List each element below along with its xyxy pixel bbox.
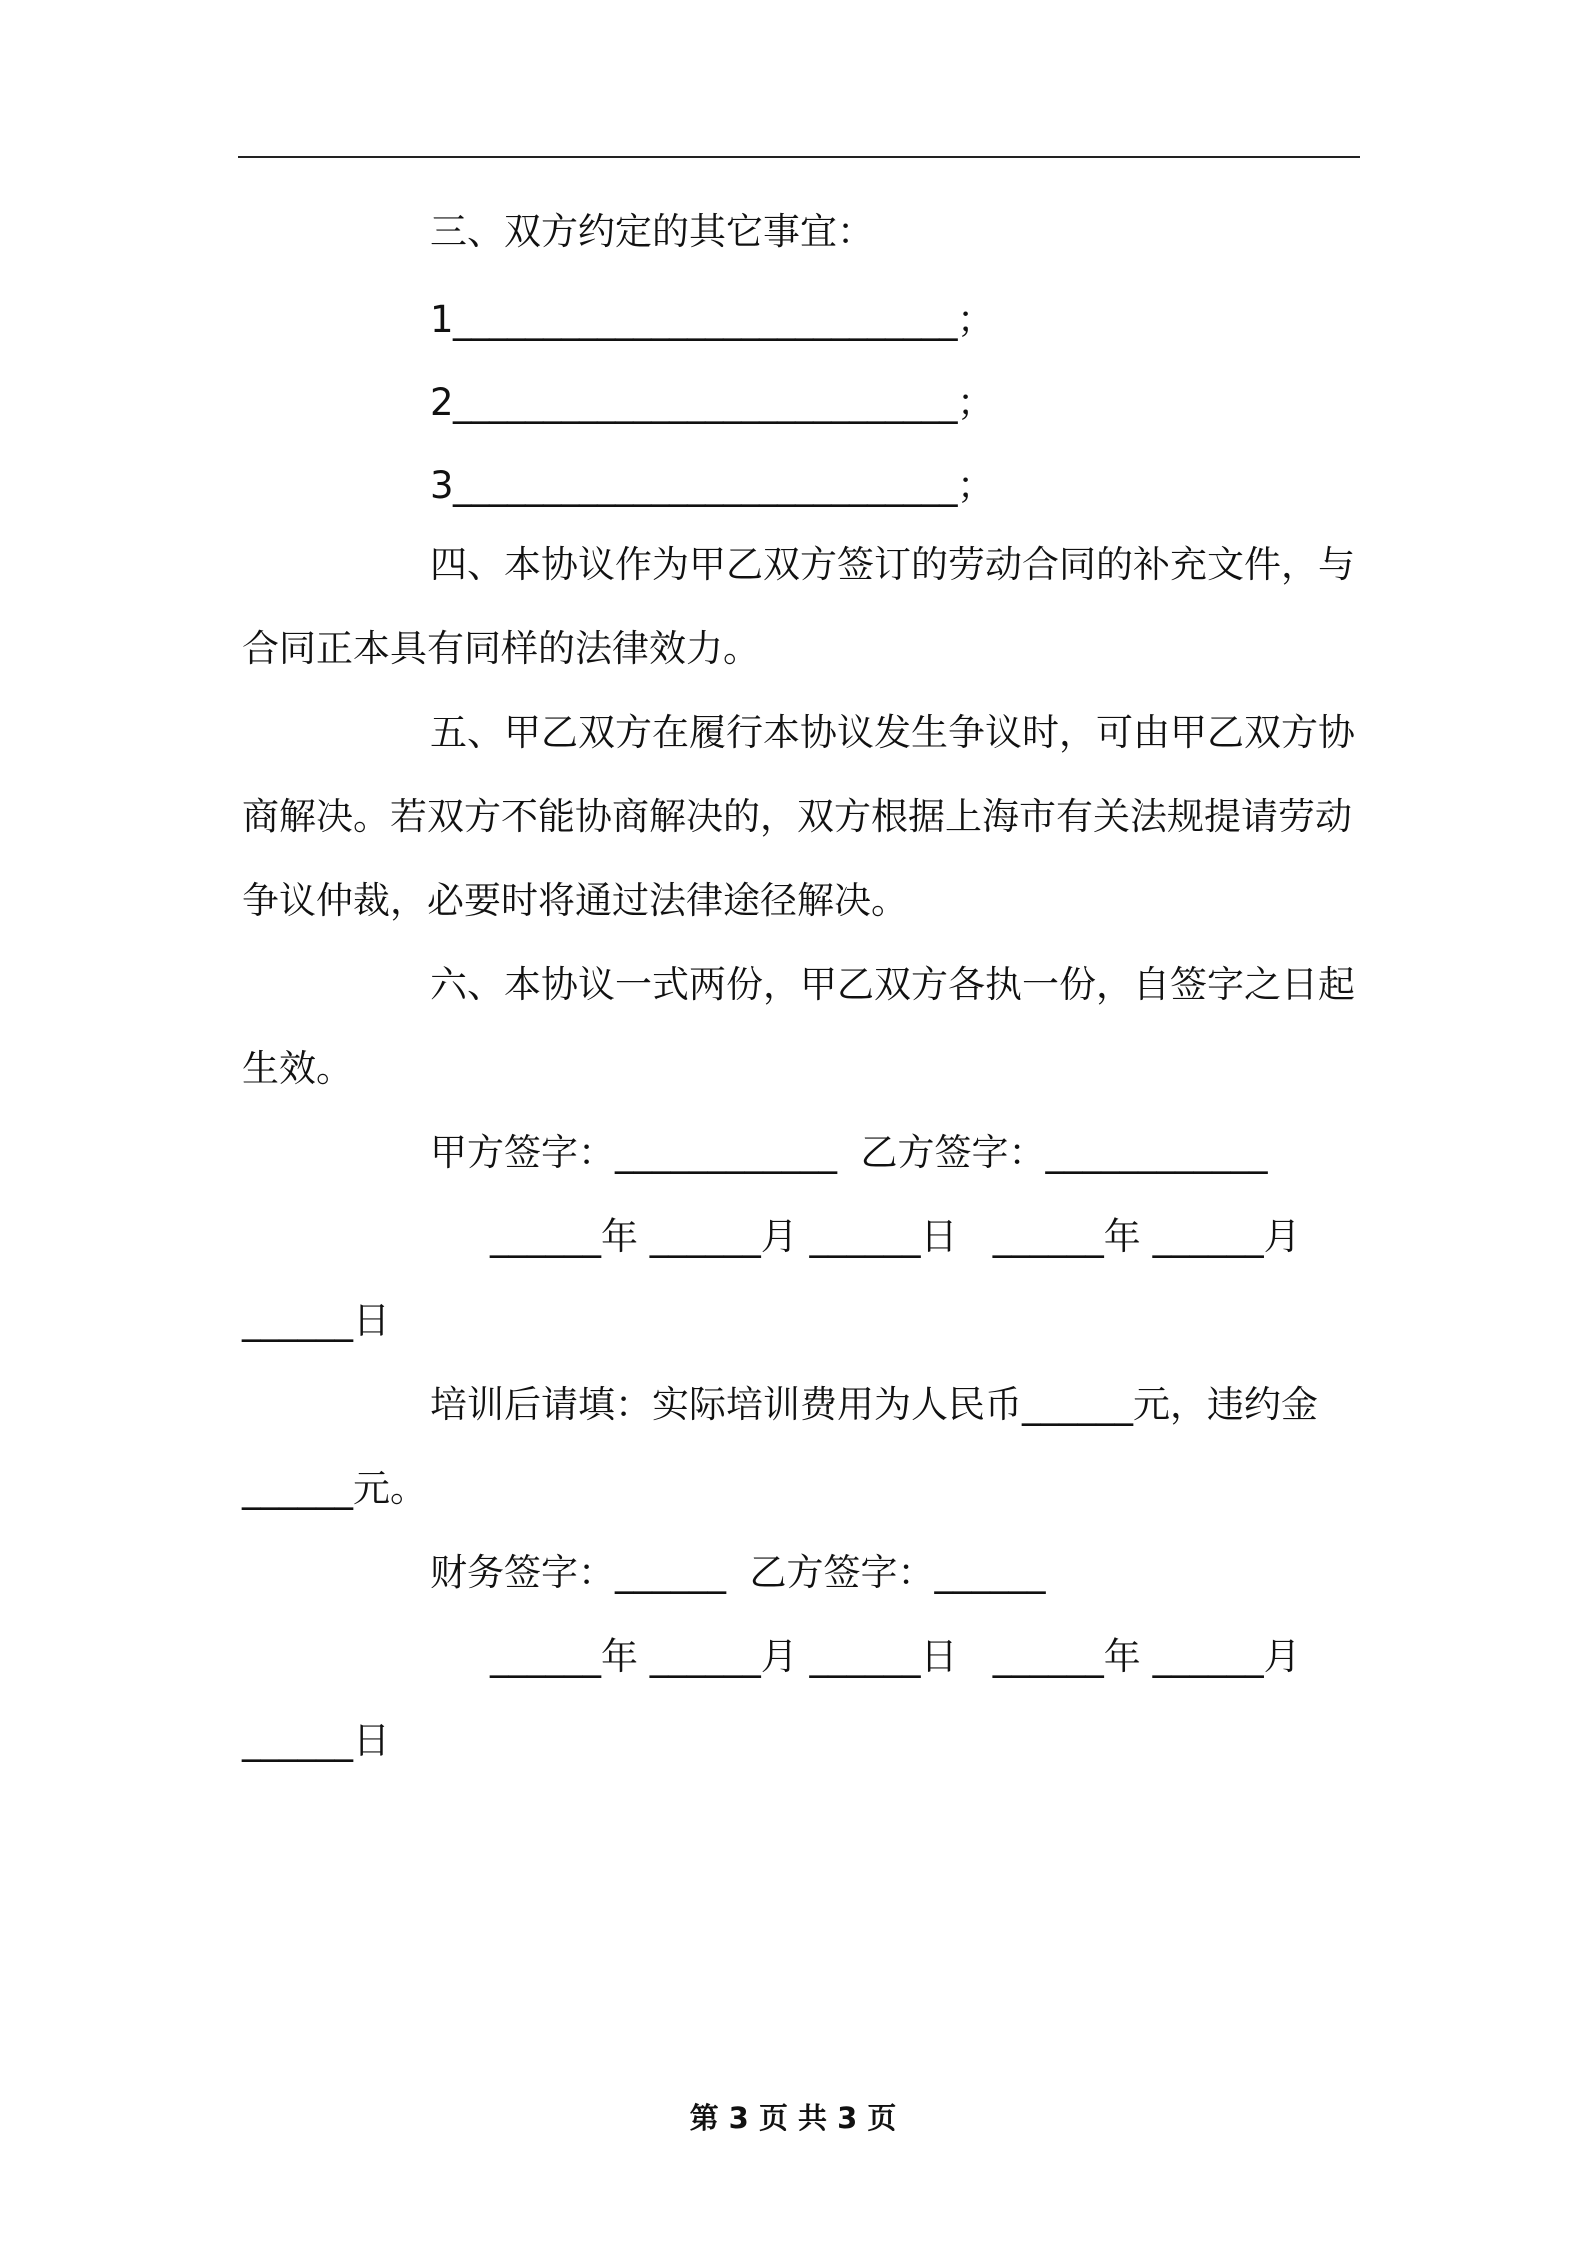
section-3-item-3: 3____________________________； (430, 464, 994, 507)
page-number-footer: 第 3 页 共 3 页 (689, 2101, 897, 2135)
finance-date-line: ______年 ______月 ______日 ______年 ______月 (490, 1635, 1301, 1678)
section-3-item-2: 2____________________________； (430, 381, 994, 424)
section-6-line-2: 生效。 (242, 1047, 353, 1090)
party-signature-line: 甲方签字：____________ 乙方签字：____________ (430, 1131, 1268, 1174)
finance-date-tail: ______日 (242, 1719, 390, 1762)
party-date-line: ______年 ______月 ______日 ______年 ______月 (490, 1215, 1301, 1258)
section-5-line-3: 争议仲裁，必要时将通过法律途径解决。 (242, 879, 908, 922)
section-5-line-1: 五、甲乙双方在履行本协议发生争议时，可由甲乙双方协 (430, 711, 1355, 754)
party-date-tail: ______日 (242, 1299, 390, 1342)
training-line-2: ______元。 (242, 1467, 427, 1510)
section-4-line-2: 合同正本具有同样的法律效力。 (242, 627, 760, 670)
section-3-item-1: 1____________________________； (430, 298, 994, 341)
finance-signature-line: 财务签字：______ 乙方签字：______ (430, 1551, 1046, 1594)
header-rule (238, 156, 1360, 158)
section-6-line-1: 六、本协议一式两份，甲乙双方各执一份，自签字之日起 (430, 963, 1355, 1006)
section-4-line-1: 四、本协议作为甲乙双方签订的劳动合同的补充文件，与 (430, 543, 1355, 586)
section-5-line-2: 商解决。若双方不能协商解决的，双方根据上海市有关法规提请劳动 (242, 795, 1352, 838)
section-3-heading: 三、双方约定的其它事宜： (430, 210, 874, 253)
training-line-1: 培训后请填：实际培训费用为人民币______元，违约金 (430, 1383, 1318, 1426)
